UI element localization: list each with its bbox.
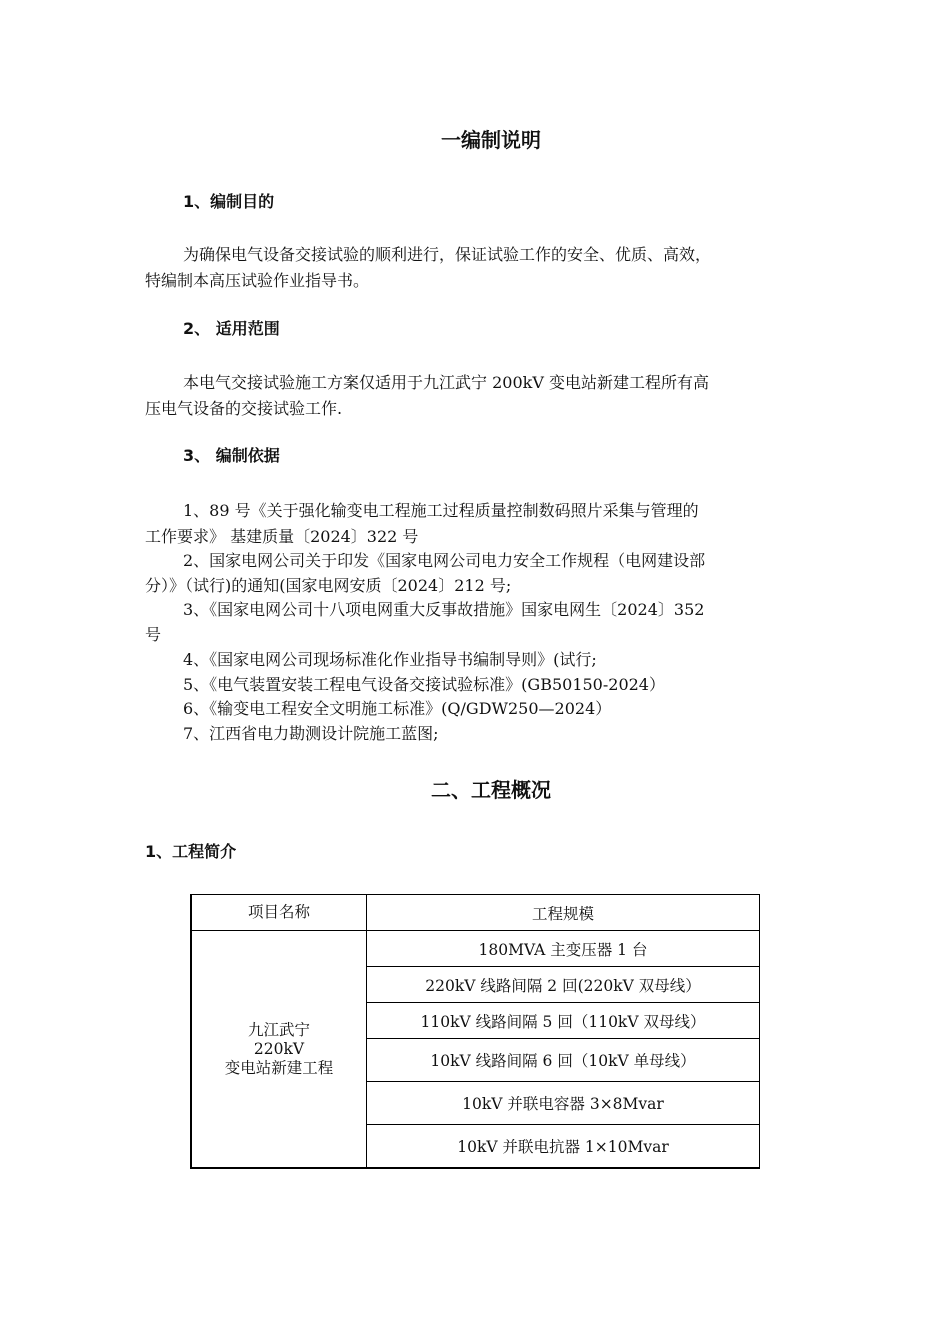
heading-purpose: 1、编制目的 [183,192,275,211]
header-project-scale: 工程规模 [367,895,760,931]
scale-cell: 220kV 线路间隔 2 回(220kV 双母线） [367,967,760,1003]
basis-item: 2、国家电网公司关于印发《国家电网公司电力安全工作规程（电网建设部 [183,551,706,570]
section-title-2: 二、工程概况 [431,778,551,802]
project-name-line: 变电站新建工程 [224,1058,334,1077]
project-name-line: 九江武宁 [247,1020,310,1039]
table-row [191,931,760,967]
basis-item: 4、《国家电网公司现场标准化作业指导书编制导则》(试行; [183,650,597,669]
project-name-line: 220kV [253,1039,305,1058]
scope-line-1: 本电气交接试验施工方案仅适用于九江武宁 200kV 变电站新建工程所有高 [183,373,709,392]
basis-item: 6、《输变电工程安全文明施工标准》(Q/GDW250—2024） [183,699,612,718]
scope-line-2: 压电气设备的交接试验工作. [145,399,343,418]
purpose-line-2: 特编制本高压试验作业指导书。 [145,271,370,290]
scale-cell: 10kV 线路间隔 6 回（10kV 单母线） [367,1039,760,1082]
scale-cell: 10kV 并联电容器 3×8Mvar [367,1082,760,1125]
project-scale-table [190,894,760,1169]
header-project-name: 项目名称 [191,895,367,931]
basis-item: 工作要求》 基建质量〔2024〕322 号 [145,527,419,546]
basis-item: 分）》（试行)的通知(国家电网安质〔2024〕212 号; [145,576,512,595]
scale-cell: 110kV 线路间隔 5 回（110kV 双母线） [367,1003,760,1039]
heading-project-intro: 1、工程简介 [145,842,237,861]
heading-scope: 2、 适用范围 [183,319,280,338]
scale-cell: 10kV 并联电抗器 1×10Mvar [367,1125,760,1169]
section-title-1: 一编制说明 [441,128,541,152]
basis-item: 5、《电气装置安装工程电气设备交接试验标准》(GB50150-2024） [183,675,665,694]
basis-item: 3、《国家电网公司十八项电网重大反事故措施》国家电网生〔2024〕352 [183,600,705,619]
purpose-line-1: 为确保电气设备交接试验的顺利进行，保证试验工作的安全、优质、高效， [183,245,712,264]
scale-cell: 180MVA 主变压器 1 台 [367,931,760,967]
table-header-row [191,895,760,931]
heading-basis: 3、 编制依据 [183,446,280,465]
basis-item: 1、89 号《关于强化输变电工程施工过程质量控制数码照片采集与管理的 [183,501,699,520]
project-name-cell [191,931,367,1169]
basis-item: 7、江西省电力勘测设计院施工蓝图; [183,724,439,743]
basis-item: 号 [145,625,162,644]
